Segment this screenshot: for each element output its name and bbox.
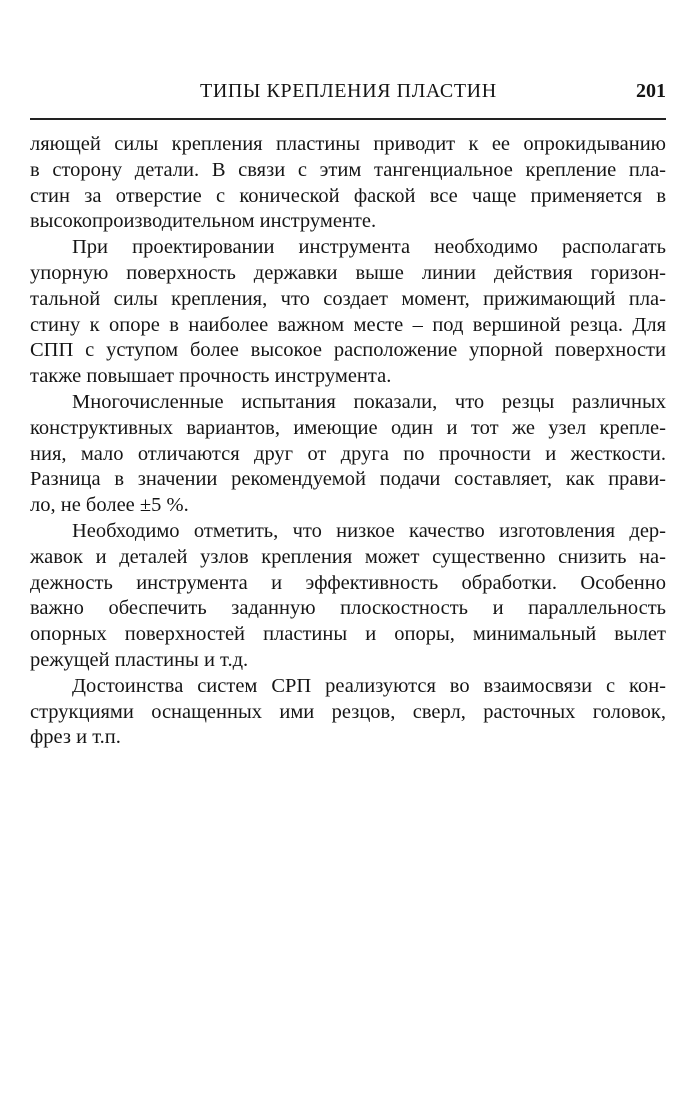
text-line: стин за отверстие с конической фаской все чаще применяется в xyxy=(30,184,666,207)
text-line: дежность инструмента и эффективность обработки. Особенно xyxy=(30,571,666,594)
text-line: режущей пластины и т.д. xyxy=(30,648,249,671)
body-text xyxy=(30,132,666,751)
text-line: тальной силы крепления, что создает момент, прижимающий пла- xyxy=(30,287,666,310)
text-line: ло, не более ±5 %. xyxy=(30,494,189,517)
text-line: также повышает прочность инструмента. xyxy=(30,365,392,388)
text-line: Достоинства систем СРП реализуются во взаимосвязи с кон- xyxy=(72,674,666,697)
paragraph-3 xyxy=(30,390,666,519)
paragraph-4 xyxy=(30,519,666,674)
text-line: ния, мало отличаются друг от друга по прочности и жесткости. xyxy=(30,442,666,465)
text-line: конструктивных вариантов, имеющие один и тот же узел крепле- xyxy=(30,416,666,439)
text-line: Разница в значении рекомендуемой подачи составляет, как прави- xyxy=(30,468,666,491)
text-line: в сторону детали. В связи с этим тангенциальное крепление пла- xyxy=(30,158,666,181)
text-line: стину к опоре в наиболее важном месте – под вершиной резца. Для xyxy=(30,313,666,336)
text-line: струкциями оснащенных ими резцов, сверл, расточных головок, xyxy=(30,700,666,723)
text-line: упорную поверхность державки выше линии действия горизон- xyxy=(30,261,666,284)
paragraph-1 xyxy=(30,132,666,235)
text-line: жавок и деталей узлов крепления может существенно снизить на- xyxy=(30,545,666,568)
text-line: СПП с уступом более высокое расположение упорной поверхности xyxy=(30,339,666,362)
paragraph-2 xyxy=(30,235,666,390)
text-line: фрез и т.п. xyxy=(30,726,121,749)
text-line: Необходимо отметить, что низкое качество изготовления дер- xyxy=(72,519,666,542)
running-title: ТИПЫ КРЕПЛЕНИЯ ПЛАСТИН xyxy=(200,80,497,102)
running-head xyxy=(30,80,666,110)
text-line: При проектировании инструмента необходимо располагать xyxy=(72,236,666,259)
page-number: 201 xyxy=(636,80,666,102)
paragraph-5 xyxy=(30,674,666,751)
text-line: Многочисленные испытания показали, что резцы различных xyxy=(72,390,666,413)
text-line: ляющей силы крепления пластины приводит к ее опрокидыванию xyxy=(30,133,666,155)
header-rule xyxy=(30,118,666,120)
text-line: высокопроизводительном инструменте. xyxy=(30,210,377,233)
text-line: опорных поверхностей пластины и опоры, минимальный вылет xyxy=(30,623,666,646)
text-line: важно обеспечить заданную плоскостность и параллельность xyxy=(30,597,666,620)
